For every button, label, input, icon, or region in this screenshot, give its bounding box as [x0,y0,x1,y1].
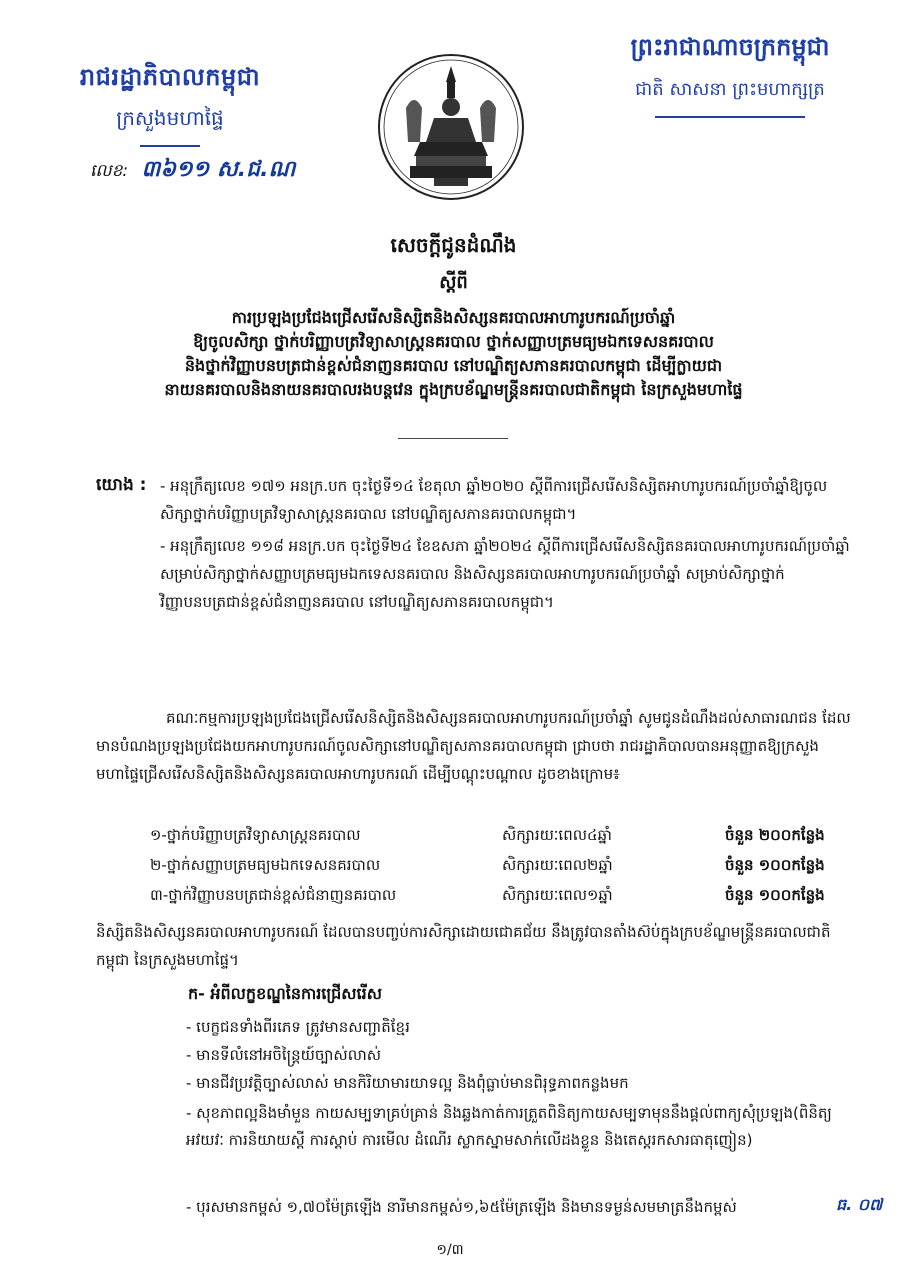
condition-item: - មានជីវប្រវត្តិច្បាស់លាស់ មានកិរិយាមារយាទល្អ និងពុំធ្លាប់មានពិរុទ្ធភាពកន្លងមក [186,1074,629,1092]
section-a-heading: ក- អំពីលក្ខខណ្ឌនៃការជ្រើសរើស [188,984,382,1003]
notice-title-block [50,232,857,401]
condition-item: - មានទីលំនៅអចិន្ត្រៃយ៍ច្បាស់លាស់ [186,1046,382,1064]
national-motto: ជាតិ សាសនា ព្រះមហាក្សត្រ [635,79,825,100]
handwritten-initial: ធ. ០៧ [836,1195,883,1214]
program-name: ១-ថ្នាក់បរិញ្ញាបត្រវិទ្យាសាស្ត្រនគរបាល [150,826,361,844]
condition-item: - បុរសមានកម្ពស់ ១,៧០ម៉ែត្រឡើង នារីមានកម្ពស់១,៦៥ម៉ែត្រឡើង និងមានទម្ងន់សមមាត្រនឹងកម្ពស់ [186,1198,737,1216]
basis-label: យោង : [96,475,147,495]
notice-subject-line: ឱ្យចូលសិក្សា ថ្នាក់បរិញ្ញាបត្រវិទ្យាសាស្ត្រនគរបាល ថ្នាក់សញ្ញាបត្រមធ្យមឯកទេសនគរបាល [193,332,714,351]
notice-subject-line: នាយនគរបាលនិងនាយនគរបាលរងបន្តវេន ក្នុងក្របខ័ណ្ឌមន្ត្រីនគរបាលជាតិកម្ពុជា នៃក្រសួងមហាផ្ទៃ [164,380,743,399]
intro-paragraph: គណៈកម្មការប្រឡងប្រជែងជ្រើសរើសនិស្សិតនិងសិស្សនគរបាលអាហារូបករណ៍ប្រចាំឆ្នាំ សូមជូនដំណឹងដល់សាធារណជន ដែលមានបំណងប្រឡងប្រជែងយកអាហារូបករណ៍ចូលសិក្សានៅបណ្ឌិត្យសភានគរបាលកម្ពុជា ជ្រាបថា រាជរដ្ឋាភិបាលបានអនុញ្ញាតឱ្យក្រសួងមហាផ្ទៃជ្រើសរើសនិស្សិតនិងសិស្សនគរបាលអាហារូបករណ៍ ដើម្បីបណ្តុះបណ្តាល ដូចខាងក្រោម៖ [96,709,851,783]
notice-subject-line: និងថ្នាក់វិញ្ញាបនបត្រជាន់ខ្ពស់ជំនាញនគរបាល នៅបណ្ឌិត្យសភានគរបាលកម្ពុជា ដើម្បីក្លាយជា [184,356,723,375]
program-seats: ចំនួន ១០០កន្លែង [725,856,825,874]
left-decor-line [140,145,200,147]
reference-number [90,155,295,187]
basis-item: - អនុក្រឹត្យលេខ ១៧១ អនក្រ.បក ចុះថ្ងៃទី១៤ ខែតុលា ឆ្នាំ២០២០ ស្តីពីការជ្រើសរើសនិស្សិតអាហារូបករណ៍ប្រចាំឆ្នាំឱ្យចូលសិក្សាថ្នាក់បរិញ្ញាបត្រវិទ្យាសាស្ត្រនគរបាល នៅបណ្ឌិត្យសភានគរបាលកម្ពុជា។ [160,477,828,523]
right-decor-line [655,116,805,118]
program-duration: សិក្សារយៈពេល៤ឆ្នាំ [502,826,612,844]
reference-label: លេខ: [90,161,129,181]
title-divider [398,438,508,439]
program-name: ២-ថ្នាក់សញ្ញាបត្រមធ្យមឯកទេសនគរបាល [150,856,381,874]
right-header [590,32,870,118]
program-seats: ចំនួន ២០០កន្លែង [725,826,825,844]
notice-subject-line: ការប្រឡងប្រជែងជ្រើសរើសនិស្សិតនិងសិស្សនគរបាលអាហារូបករណ៍ប្រចាំឆ្នាំ [231,308,676,327]
reference-value: ៣៦១១ ស.ជ.ណ [141,157,296,182]
program-name: ៣-ថ្នាក់វិញ្ញាបនបត្រជាន់ខ្ពស់ជំនាញនគរបាល [150,886,397,904]
program-duration: សិក្សារយៈពេល១ឆ្នាំ [502,886,613,904]
page-number: ១/៣ [436,1242,464,1258]
notice-about: ស្តីពី [439,272,468,293]
basis-item: - អនុក្រឹត្យលេខ ១១៨ អនក្រ.បក ចុះថ្ងៃទី២៤ ខែឧសភា ឆ្នាំ២០២៤ ស្តីពីការជ្រើសរើសនិស្សិតនគរបាលអាហារូបករណ៍ប្រចាំឆ្នាំ សម្រាប់សិក្សាថ្នាក់សញ្ញាបត្រមធ្យមឯកទេសនគរបាល និងសិស្សនគរបាលអាហារូបករណ៍ប្រចាំឆ្នាំ សម្រាប់សិក្សាថ្នាក់វិញ្ញាបនបត្រជាន់ខ្ពស់ជំនាញនគរបាល នៅបណ្ឌិត្យសភានគរបាលកម្ពុជា។ [160,537,850,611]
ministry-title: ក្រសួងមហាផ្ទៃ [116,106,224,130]
appointment-paragraph: និស្សិតនិងសិស្សនគរបាលអាហារូបករណ៍ ដែលបានបញ្ចប់ការសិក្សាដោយជោគជ័យ នឹងត្រូវបានតាំងស៊ប់ក្នុងក្របខ័ណ្ឌមន្ត្រីនគរបាលជាតិកម្ពុជា នៃក្រសួងមហាផ្ទៃ។ [96,923,831,969]
left-header [40,62,300,147]
condition-item: - សុខភាពល្អនិងមាំមួន កាយសម្បទាគ្រប់គ្រាន់ និងឆ្លងកាត់ការត្រួតពិនិត្យកាយសម្បទាមុននឹងផ្តល់ពាក្យសុំប្រឡង(ពិនិត្យអវយវៈ ការនិយាយស្តី ការស្តាប់ ការមើល ដំណើរ ស្លាកស្នាមសាក់លើដងខ្លួន និងតេស្តរកសារធាតុញៀន) [186,1104,832,1149]
government-title: រាជរដ្ឋាភិបាលកម្ពុជា [79,63,261,91]
program-seats: ចំនួន ១០០កន្លែង [725,886,825,904]
basis-list [160,472,850,616]
national-emblem [376,52,526,202]
notice-title: សេចក្តីជូនដំណឹង [390,233,517,257]
condition-item: - បេក្ខជនទាំងពីរភេទ ត្រូវមានសញ្ជាតិខ្មែរ [186,1018,410,1036]
emblem-icon [376,52,526,202]
kingdom-title: ព្រះរាជាណាចក្រកម្ពុជា [630,33,830,61]
program-duration: សិក្សារយៈពេល២ឆ្នាំ [502,856,613,874]
